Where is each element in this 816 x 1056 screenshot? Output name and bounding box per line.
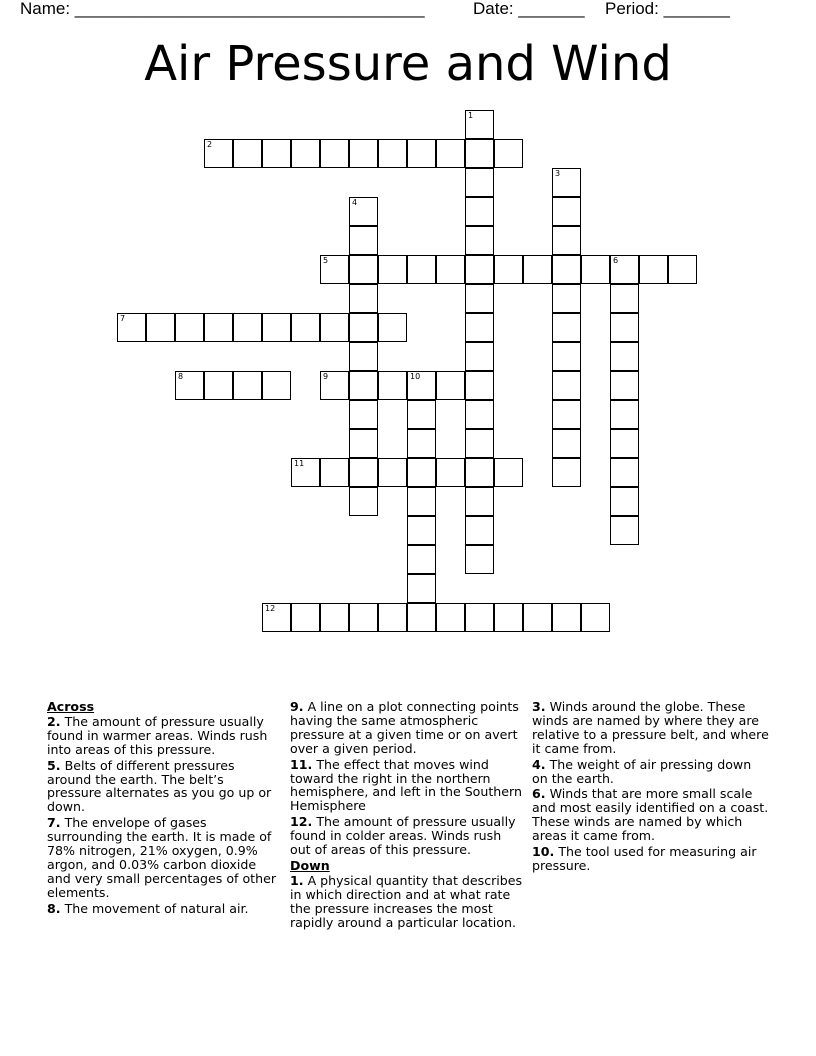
clue-number: 5 xyxy=(323,256,329,265)
crossword-cell[interactable] xyxy=(465,110,494,139)
crossword-cell[interactable] xyxy=(349,400,378,429)
crossword-cell[interactable] xyxy=(291,139,320,168)
crossword-cell[interactable] xyxy=(320,603,349,632)
crossword-cell[interactable] xyxy=(552,371,581,400)
clue-number: 9 xyxy=(323,372,329,381)
crossword-cell[interactable] xyxy=(407,487,436,516)
crossword-cell[interactable] xyxy=(349,313,378,342)
crossword-cell[interactable] xyxy=(204,313,233,342)
crossword-cell[interactable] xyxy=(233,139,262,168)
crossword-cell[interactable] xyxy=(349,139,378,168)
crossword-cell[interactable] xyxy=(349,226,378,255)
crossword-cell[interactable] xyxy=(349,487,378,516)
crossword-cell[interactable] xyxy=(262,313,291,342)
crossword-cell[interactable] xyxy=(552,197,581,226)
crossword-cell[interactable] xyxy=(320,458,349,487)
crossword-cell[interactable] xyxy=(465,429,494,458)
crossword-cell[interactable] xyxy=(465,545,494,574)
crossword-cell[interactable] xyxy=(610,342,639,371)
clue-number: 3 xyxy=(555,169,561,178)
clue-across-8: 8. The movement of natural air. xyxy=(47,900,249,916)
crossword-cell[interactable] xyxy=(465,342,494,371)
clue-number: 1 xyxy=(468,111,474,120)
clue-down-4: 4. The weight of air pressing down on the earth. xyxy=(532,756,752,786)
crossword-cell[interactable] xyxy=(291,458,320,487)
crossword-cell[interactable] xyxy=(378,255,407,284)
clue-down-10: 10. The tool used for measuring air pressure. xyxy=(532,844,757,873)
crossword-cell[interactable] xyxy=(407,458,436,487)
crossword-cell[interactable] xyxy=(146,313,175,342)
crossword-cell[interactable] xyxy=(349,255,378,284)
crossword-cell[interactable] xyxy=(407,400,436,429)
crossword-cell[interactable] xyxy=(320,255,349,284)
date-field[interactable]: Date: _______ xyxy=(473,0,585,18)
name-field[interactable]: Name: _____________________________________ xyxy=(20,0,425,18)
crossword-cell[interactable] xyxy=(610,429,639,458)
crossword-cell[interactable] xyxy=(175,313,204,342)
clue-number: 10 xyxy=(410,372,421,381)
crossword-cell[interactable] xyxy=(494,255,523,284)
crossword-cell[interactable] xyxy=(610,284,639,313)
clue-across-7: 7. The envelope of gases surrounding the earth. It is made of 78% nitrogen, 21% oxygen, 0.9% argon, and 0.03% carbon dioxide and very small percentages of other elements. xyxy=(47,815,277,900)
crossword-cell[interactable] xyxy=(436,371,465,400)
crossword-cell[interactable] xyxy=(349,284,378,313)
crossword-cell[interactable] xyxy=(349,342,378,371)
crossword-cell[interactable] xyxy=(262,139,291,168)
crossword-cell[interactable] xyxy=(291,313,320,342)
clue-number: 8 xyxy=(178,372,184,381)
crossword-cell[interactable] xyxy=(552,429,581,458)
crossword-cell[interactable] xyxy=(610,487,639,516)
clue-column-2 xyxy=(290,700,525,932)
crossword-cell[interactable] xyxy=(378,371,407,400)
crossword-cell[interactable] xyxy=(233,313,262,342)
crossword-cell[interactable] xyxy=(523,603,552,632)
crossword-cell[interactable] xyxy=(610,516,639,545)
crossword-cell[interactable] xyxy=(465,313,494,342)
period-field[interactable]: Period: _______ xyxy=(605,0,730,18)
clue-across-9: 9. A line on a plot connecting points having the same atmospheric pressure at a given time or on avert over a given period. xyxy=(290,699,519,756)
crossword-cell[interactable] xyxy=(349,603,378,632)
crossword-cell[interactable] xyxy=(378,458,407,487)
crossword-cell[interactable] xyxy=(465,255,494,284)
crossword-cell[interactable] xyxy=(465,516,494,545)
crossword-cell[interactable] xyxy=(552,226,581,255)
crossword-cell[interactable] xyxy=(349,429,378,458)
crossword-cell[interactable] xyxy=(262,603,291,632)
clue-number: 4 xyxy=(352,198,358,207)
crossword-cell[interactable] xyxy=(349,371,378,400)
crossword-cell[interactable] xyxy=(465,487,494,516)
across-heading: Across xyxy=(47,699,95,714)
crossword-cell[interactable] xyxy=(407,603,436,632)
crossword-cell[interactable] xyxy=(494,139,523,168)
crossword-cell[interactable] xyxy=(320,139,349,168)
crossword-cell[interactable] xyxy=(436,255,465,284)
crossword-cell[interactable] xyxy=(581,255,610,284)
crossword-cell[interactable] xyxy=(465,371,494,400)
crossword-cell[interactable] xyxy=(465,603,494,632)
crossword-cell[interactable] xyxy=(407,516,436,545)
crossword-cell[interactable] xyxy=(465,400,494,429)
crossword-cell[interactable] xyxy=(465,284,494,313)
crossword-cell[interactable] xyxy=(117,313,146,342)
crossword-cell[interactable] xyxy=(436,139,465,168)
page-title: Air Pressure and Wind xyxy=(144,36,672,92)
clue-number: 6 xyxy=(613,256,619,265)
crossword-cell[interactable] xyxy=(407,545,436,574)
clue-column-1 xyxy=(47,700,282,918)
crossword-cell[interactable] xyxy=(378,139,407,168)
crossword-cell[interactable] xyxy=(639,255,668,284)
crossword-cell[interactable] xyxy=(552,458,581,487)
crossword-cell[interactable] xyxy=(465,139,494,168)
clue-number: 12 xyxy=(265,604,276,613)
crossword-cell[interactable] xyxy=(436,603,465,632)
crossword-cell[interactable] xyxy=(552,255,581,284)
clue-down-6: 6. Winds that are more small scale and most easily identified on a coast. These winds are named by which areas it came from. xyxy=(532,786,769,844)
crossword-cell[interactable] xyxy=(407,429,436,458)
crossword-cell[interactable] xyxy=(552,284,581,313)
crossword-cell[interactable] xyxy=(320,371,349,400)
crossword-cell[interactable] xyxy=(407,371,436,400)
crossword-cell[interactable] xyxy=(378,313,407,342)
clue-down-1: 1. A physical quantity that describes in which direction and at what rate the pressure increases the most rapidly around a particular location. xyxy=(290,872,523,930)
clue-across-5: 5. Belts of different pressures around the earth. The belt’s pressure alternates as you go up or down. xyxy=(47,757,272,815)
crossword-cell[interactable] xyxy=(262,371,291,400)
crossword-cell[interactable] xyxy=(465,168,494,197)
crossword-cell[interactable] xyxy=(610,255,639,284)
crossword-cell[interactable] xyxy=(610,400,639,429)
clue-across-12: 12. The amount of pressure usually found in colder areas. Winds rush out of areas of this pressure. xyxy=(290,814,516,858)
crossword-cell[interactable] xyxy=(552,313,581,342)
crossword-cell[interactable] xyxy=(552,400,581,429)
crossword-cell[interactable] xyxy=(175,371,204,400)
crossword-cell[interactable] xyxy=(494,603,523,632)
crossword-cell[interactable] xyxy=(552,603,581,632)
down-heading: Down xyxy=(290,857,330,873)
crossword-cell[interactable] xyxy=(552,168,581,197)
crossword-cell[interactable] xyxy=(610,458,639,487)
crossword-cell[interactable] xyxy=(581,603,610,632)
crossword-cell[interactable] xyxy=(407,255,436,284)
clue-across-11: 11. The effect that moves wind toward the right in the northern hemisphere, and left in the Southern Hemisphere xyxy=(290,756,522,814)
crossword-cell[interactable] xyxy=(349,197,378,226)
clue-number: 11 xyxy=(294,459,305,468)
crossword-cell[interactable] xyxy=(378,603,407,632)
crossword-cell[interactable] xyxy=(523,255,552,284)
crossword-cell[interactable] xyxy=(668,255,697,284)
crossword-cell[interactable] xyxy=(407,139,436,168)
crossword-cell[interactable] xyxy=(436,458,465,487)
crossword-cell[interactable] xyxy=(494,458,523,487)
crossword-cell[interactable] xyxy=(465,197,494,226)
crossword-cell[interactable] xyxy=(349,458,378,487)
crossword-cell[interactable] xyxy=(552,342,581,371)
crossword-cell[interactable] xyxy=(204,139,233,168)
crossword-cell[interactable] xyxy=(610,313,639,342)
clue-column-3 xyxy=(532,700,769,875)
crossword-cell[interactable] xyxy=(465,226,494,255)
crossword-cell[interactable] xyxy=(291,603,320,632)
clue-down-3: 3. Winds around the globe. These winds are named by where they are relative to a pressure belt, and where it came from. xyxy=(532,699,769,756)
crossword-cell[interactable] xyxy=(465,458,494,487)
clue-number: 2 xyxy=(207,140,213,149)
crossword-cell[interactable] xyxy=(320,313,349,342)
crossword-cell[interactable] xyxy=(610,371,639,400)
clue-across-2: 2. The amount of pressure usually found in warmer areas. Winds rush into areas of this pressure. xyxy=(47,713,268,757)
crossword-cell[interactable] xyxy=(204,371,233,400)
crossword-cell[interactable] xyxy=(407,574,436,603)
clue-number: 7 xyxy=(120,314,126,323)
crossword-cell[interactable] xyxy=(233,371,262,400)
